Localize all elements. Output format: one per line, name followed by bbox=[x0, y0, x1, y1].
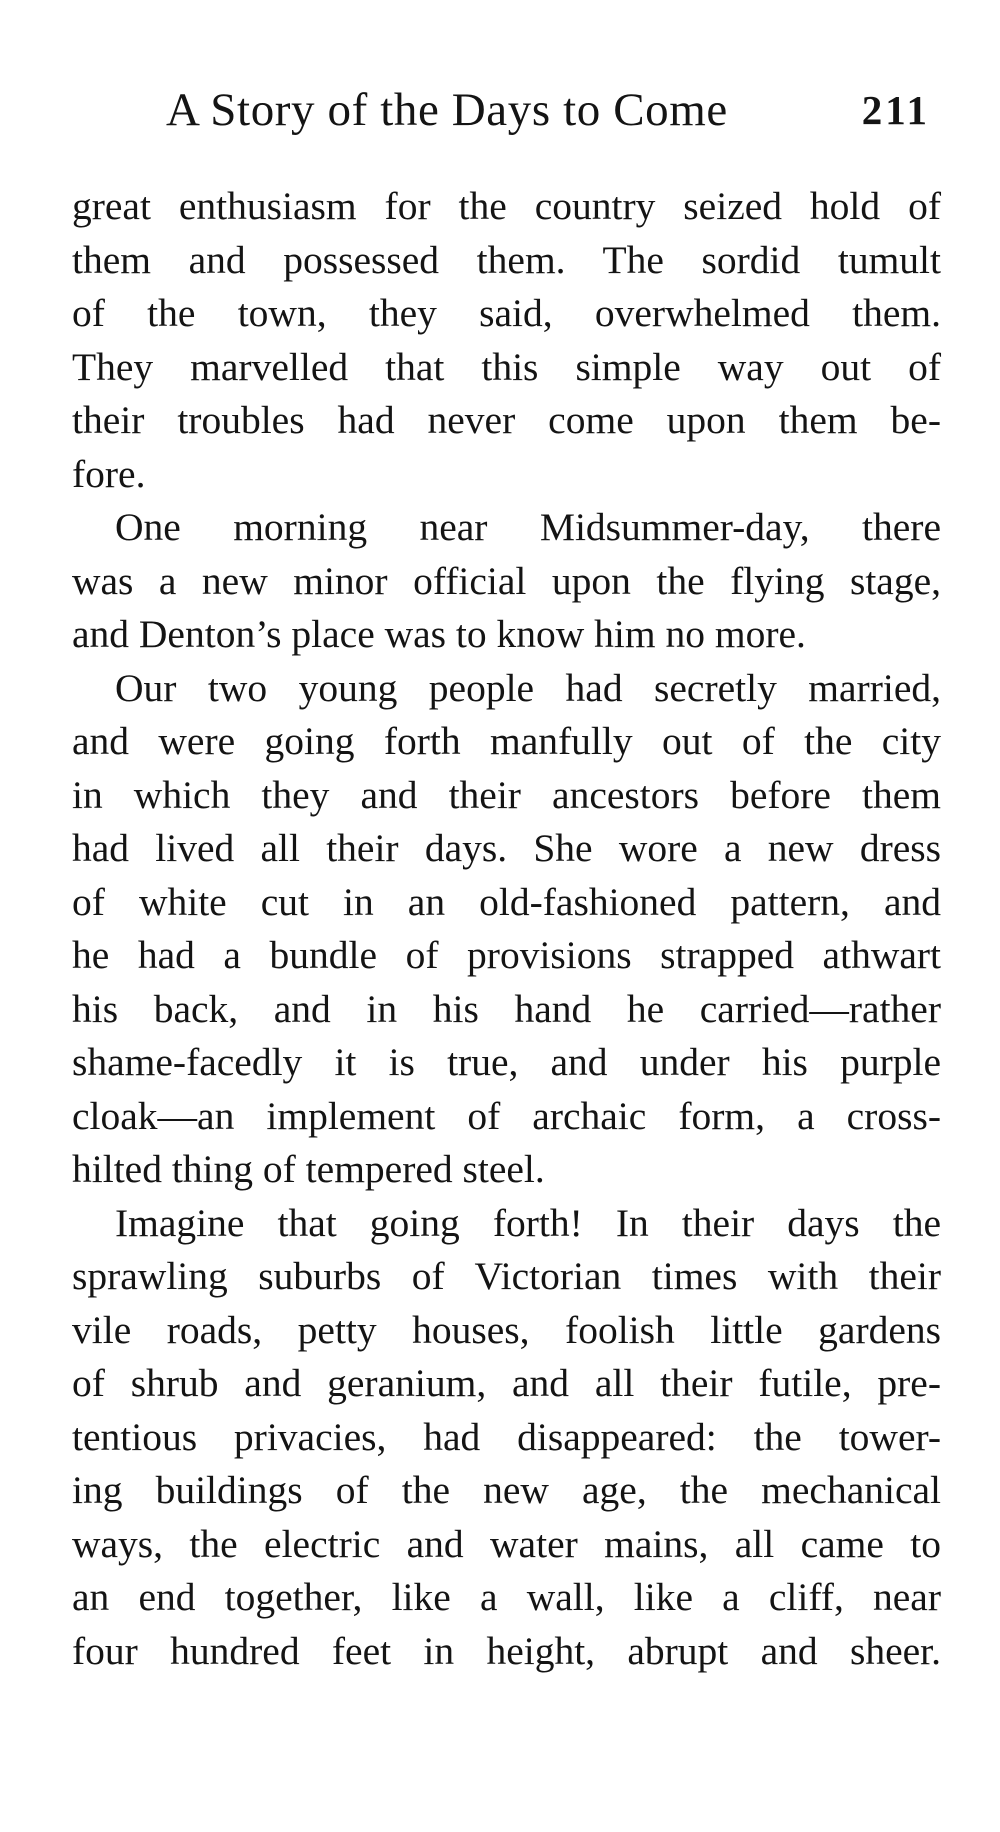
text-line: tentious privacies, had disappeared: the tower- bbox=[72, 1414, 941, 1459]
text-line: Our two young people had secretly married, bbox=[115, 665, 941, 710]
text-line: four hundred feet in height, abrupt and sheer. bbox=[72, 1628, 941, 1673]
text-line: of the town, they said, overwhelmed them. bbox=[72, 291, 941, 335]
text-line: his back, and in his hand he carried—rather bbox=[72, 986, 941, 1031]
text-line: an end together, like a wall, like a cliff, near bbox=[72, 1575, 941, 1619]
text-line: great enthusiasm for the country seized hold of bbox=[72, 184, 941, 228]
text-line: They marvelled that this simple way out of bbox=[72, 344, 941, 389]
text-line: he had a bundle of provisions strapped athwart bbox=[72, 933, 941, 977]
text-line: was a new minor official upon the flying stage, bbox=[72, 558, 941, 603]
text-line: of white cut in an old-fashioned pattern, and bbox=[72, 879, 941, 924]
running-head-title: A Story of the Days to Come bbox=[166, 84, 728, 136]
text-line: their troubles had never come upon them be- bbox=[72, 398, 941, 442]
paragraph bbox=[72, 501, 941, 662]
text-line: hilted thing of tempered steel. bbox=[72, 1147, 545, 1191]
paragraph bbox=[72, 662, 941, 1197]
text-line: and Denton’s place was to know him no more. bbox=[72, 612, 806, 656]
text-line: in which they and their ancestors before them bbox=[72, 772, 941, 817]
text-line: ing buildings of the new age, the mechanical bbox=[72, 1468, 941, 1512]
page-number: 211 bbox=[861, 87, 930, 133]
body-text bbox=[72, 180, 941, 1678]
text-line: Imagine that going forth! In their days the bbox=[115, 1200, 941, 1245]
text-line: and were going forth manfully out of the city bbox=[72, 719, 941, 763]
text-line: had lived all their days. She wore a new dress bbox=[72, 826, 941, 870]
text-line: vile roads, petty houses, foolish little gardens bbox=[72, 1307, 941, 1352]
text-line: them and possessed them. The sordid tumult bbox=[72, 237, 941, 282]
text-line: cloak—an implement of archaic form, a cross- bbox=[72, 1093, 941, 1138]
paragraph bbox=[72, 180, 941, 501]
running-head bbox=[166, 76, 936, 144]
paragraph bbox=[72, 1197, 941, 1679]
text-line: sprawling suburbs of Victorian times with their bbox=[72, 1254, 941, 1298]
text-line: shame-facedly it is true, and under his purple bbox=[72, 1040, 941, 1084]
text-line: One morning near Midsummer-day, there bbox=[115, 505, 941, 549]
text-line: fore. bbox=[72, 451, 146, 496]
text-line: of shrub and geranium, and all their futile, pre- bbox=[72, 1361, 941, 1405]
text-line: ways, the electric and water mains, all came to bbox=[72, 1521, 941, 1566]
